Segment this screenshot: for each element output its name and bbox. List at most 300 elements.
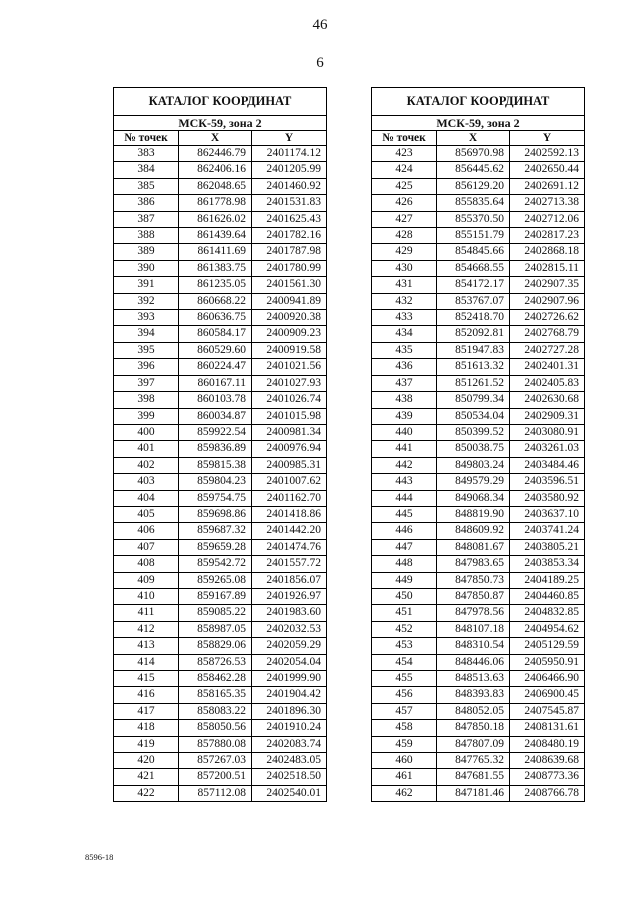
table-row [114,506,327,522]
table-row [372,228,585,244]
point-number: 417 [114,703,179,719]
x-coordinate: 850534.04 [437,408,510,424]
y-coordinate: 2404954.62 [510,621,585,637]
point-number: 448 [372,556,437,572]
table-row [372,621,585,637]
y-coordinate: 2402712.06 [510,211,585,227]
table-row [372,605,585,621]
x-coordinate: 856970.98 [437,146,510,162]
y-coordinate: 2401896.30 [252,703,327,719]
x-coordinate: 860224.47 [179,359,252,375]
x-coordinate: 848052.05 [437,703,510,719]
x-coordinate: 856445.62 [437,162,510,178]
table-row [372,244,585,260]
point-number: 441 [372,441,437,457]
y-coordinate: 2402054.04 [252,654,327,670]
y-coordinate: 2408773.36 [510,769,585,785]
point-number: 424 [372,162,437,178]
point-number: 409 [114,572,179,588]
y-coordinate: 2400920.38 [252,310,327,326]
table-row [114,490,327,506]
point-number: 459 [372,736,437,752]
x-coordinate: 851613.32 [437,359,510,375]
point-number: 391 [114,277,179,293]
point-number: 410 [114,588,179,604]
table-row [372,687,585,703]
x-coordinate: 856129.20 [437,178,510,194]
table-row [114,588,327,604]
point-number: 435 [372,342,437,358]
x-coordinate: 862048.65 [179,178,252,194]
y-coordinate: 2401162.70 [252,490,327,506]
x-coordinate: 861626.02 [179,211,252,227]
table-row [114,178,327,194]
y-coordinate: 2406466.90 [510,671,585,687]
x-coordinate: 857200.51 [179,769,252,785]
y-coordinate: 2401926.97 [252,588,327,604]
y-coordinate: 2403853.34 [510,556,585,572]
y-coordinate: 2408480.19 [510,736,585,752]
table-row [372,195,585,211]
point-number: 405 [114,506,179,522]
x-coordinate: 858050.56 [179,720,252,736]
table-row [114,310,327,326]
table-row [372,375,585,391]
table-row [114,687,327,703]
table-row [372,638,585,654]
y-coordinate: 2405129.59 [510,638,585,654]
x-coordinate: 859922.54 [179,424,252,440]
y-coordinate: 2401205.99 [252,162,327,178]
table-row [372,441,585,457]
table-row [114,228,327,244]
y-coordinate: 2401999.90 [252,671,327,687]
y-coordinate: 2400941.89 [252,293,327,309]
y-coordinate: 2402726.62 [510,310,585,326]
table-row [114,359,327,375]
y-coordinate: 2401021.56 [252,359,327,375]
point-number: 444 [372,490,437,506]
point-number: 440 [372,424,437,440]
y-coordinate: 2402817.23 [510,228,585,244]
x-coordinate: 858987.05 [179,621,252,637]
x-coordinate: 859085.22 [179,605,252,621]
x-coordinate: 859815.38 [179,457,252,473]
point-number: 437 [372,375,437,391]
x-coordinate: 855151.79 [437,228,510,244]
y-coordinate: 2400909.23 [252,326,327,342]
point-number: 392 [114,293,179,309]
y-coordinate: 2400985.31 [252,457,327,473]
x-coordinate: 852418.70 [437,310,510,326]
y-coordinate: 2404832.85 [510,605,585,621]
table-row [372,342,585,358]
table-row [372,146,585,162]
point-number: 458 [372,720,437,736]
point-number: 427 [372,211,437,227]
point-number: 398 [114,392,179,408]
table-row [114,785,327,801]
table-row [114,408,327,424]
table-row [114,753,327,769]
y-coordinate: 2401787.98 [252,244,327,260]
y-coordinate: 2402540.01 [252,785,327,801]
table-row [372,506,585,522]
point-number: 436 [372,359,437,375]
x-coordinate: 860636.75 [179,310,252,326]
point-number: 402 [114,457,179,473]
y-coordinate: 2403596.51 [510,474,585,490]
table-row [114,671,327,687]
x-coordinate: 858165.35 [179,687,252,703]
x-coordinate: 857267.03 [179,753,252,769]
x-coordinate: 859167.89 [179,588,252,604]
y-coordinate: 2402650.44 [510,162,585,178]
point-number: 425 [372,178,437,194]
point-number: 399 [114,408,179,424]
table-row [114,162,327,178]
point-number: 418 [114,720,179,736]
sheet-number: 6 [316,55,324,71]
point-number: 414 [114,654,179,670]
point-number: 456 [372,687,437,703]
y-coordinate: 2402909.31 [510,408,585,424]
y-coordinate: 2400981.34 [252,424,327,440]
y-coordinate: 2401625.43 [252,211,327,227]
coordinate-system: МСК-59, зона 2 [114,116,327,131]
x-coordinate: 853767.07 [437,293,510,309]
point-number: 397 [114,375,179,391]
point-number: 393 [114,310,179,326]
catalog-title: КАТАЛОГ КООРДИНАТ [114,88,327,116]
x-coordinate: 848609.92 [437,523,510,539]
x-coordinate: 862406.16 [179,162,252,178]
table-row [114,424,327,440]
table-row [372,539,585,555]
point-number: 447 [372,539,437,555]
y-coordinate: 2401561.30 [252,277,327,293]
x-coordinate: 848081.67 [437,539,510,555]
table-row [114,556,327,572]
point-number: 438 [372,392,437,408]
coordinate-catalog-left [113,87,327,802]
point-number: 411 [114,605,179,621]
point-number: 428 [372,228,437,244]
table-row [372,260,585,276]
table-row [372,703,585,719]
table-row [372,753,585,769]
table-row [372,769,585,785]
y-coordinate: 2402713.38 [510,195,585,211]
x-coordinate: 859265.08 [179,572,252,588]
y-coordinate: 2402483.05 [252,753,327,769]
header-point-number: № точек [372,131,437,146]
y-coordinate: 2402630.68 [510,392,585,408]
x-coordinate: 859698.86 [179,506,252,522]
y-coordinate: 2403080.91 [510,424,585,440]
point-number: 412 [114,621,179,637]
y-coordinate: 2403637.10 [510,506,585,522]
y-coordinate: 2408639.68 [510,753,585,769]
y-coordinate: 2401174.12 [252,146,327,162]
table-row [372,736,585,752]
y-coordinate: 2401531.83 [252,195,327,211]
point-number: 449 [372,572,437,588]
point-number: 446 [372,523,437,539]
point-number: 457 [372,703,437,719]
x-coordinate: 848446.06 [437,654,510,670]
y-coordinate: 2402083.74 [252,736,327,752]
y-coordinate: 2402727.28 [510,342,585,358]
y-coordinate: 2403805.21 [510,539,585,555]
x-coordinate: 854845.66 [437,244,510,260]
table-row [114,260,327,276]
point-number: 429 [372,244,437,260]
x-coordinate: 847681.55 [437,769,510,785]
x-coordinate: 851947.83 [437,342,510,358]
y-coordinate: 2402691.12 [510,178,585,194]
x-coordinate: 849579.29 [437,474,510,490]
page-number: 46 [312,17,328,33]
y-coordinate: 2404460.85 [510,588,585,604]
table-row [114,293,327,309]
header-y: Y [252,131,327,146]
point-number: 413 [114,638,179,654]
point-number: 401 [114,441,179,457]
header-point-number: № точек [114,131,179,146]
table-row [372,424,585,440]
catalog-title: КАТАЛОГ КООРДИНАТ [372,88,585,116]
table-row [114,572,327,588]
x-coordinate: 861439.64 [179,228,252,244]
table-row [114,146,327,162]
table-row [114,195,327,211]
table-row [114,539,327,555]
x-coordinate: 849068.34 [437,490,510,506]
table-row [372,457,585,473]
x-coordinate: 860103.78 [179,392,252,408]
table-row [114,326,327,342]
x-coordinate: 847181.46 [437,785,510,801]
x-coordinate: 848513.63 [437,671,510,687]
table-row [372,556,585,572]
point-number: 403 [114,474,179,490]
x-coordinate: 861383.75 [179,260,252,276]
x-coordinate: 859659.28 [179,539,252,555]
table-row [372,408,585,424]
table-row [372,474,585,490]
y-coordinate: 2408131.61 [510,720,585,736]
x-coordinate: 861411.69 [179,244,252,260]
y-coordinate: 2401015.98 [252,408,327,424]
point-number: 416 [114,687,179,703]
table-row [114,244,327,260]
table-row [372,654,585,670]
x-coordinate: 860668.22 [179,293,252,309]
x-coordinate: 859754.75 [179,490,252,506]
table-row [114,638,327,654]
x-coordinate: 848310.54 [437,638,510,654]
x-coordinate: 860167.11 [179,375,252,391]
x-coordinate: 850399.52 [437,424,510,440]
table-row [372,392,585,408]
table-row [372,326,585,342]
y-coordinate: 2402868.18 [510,244,585,260]
x-coordinate: 848393.83 [437,687,510,703]
x-coordinate: 860529.60 [179,342,252,358]
point-number: 394 [114,326,179,342]
table-row [114,277,327,293]
table-row [114,703,327,719]
table-row [372,572,585,588]
y-coordinate: 2401856.07 [252,572,327,588]
y-coordinate: 2401780.99 [252,260,327,276]
x-coordinate: 858462.28 [179,671,252,687]
point-number: 442 [372,457,437,473]
y-coordinate: 2401026.74 [252,392,327,408]
y-coordinate: 2400976.94 [252,441,327,457]
x-coordinate: 847983.65 [437,556,510,572]
x-coordinate: 847765.32 [437,753,510,769]
y-coordinate: 2402592.13 [510,146,585,162]
point-number: 406 [114,523,179,539]
y-coordinate: 2403484.46 [510,457,585,473]
y-coordinate: 2402815.11 [510,260,585,276]
point-number: 426 [372,195,437,211]
table-row [372,490,585,506]
table-row [114,375,327,391]
point-number: 387 [114,211,179,227]
table-row [114,457,327,473]
y-coordinate: 2402405.83 [510,375,585,391]
point-number: 384 [114,162,179,178]
table-row [372,310,585,326]
y-coordinate: 2402401.31 [510,359,585,375]
x-coordinate: 847850.18 [437,720,510,736]
x-coordinate: 854172.17 [437,277,510,293]
point-number: 443 [372,474,437,490]
y-coordinate: 2402907.96 [510,293,585,309]
point-number: 389 [114,244,179,260]
y-coordinate: 2401007.62 [252,474,327,490]
x-coordinate: 849803.24 [437,457,510,473]
point-number: 419 [114,736,179,752]
y-coordinate: 2405950.91 [510,654,585,670]
coordinate-catalog-right [371,87,585,802]
y-coordinate: 2401910.24 [252,720,327,736]
point-number: 460 [372,753,437,769]
point-number: 462 [372,785,437,801]
y-coordinate: 2401027.93 [252,375,327,391]
table-row [372,162,585,178]
point-number: 454 [372,654,437,670]
x-coordinate: 857112.08 [179,785,252,801]
table-row [114,441,327,457]
x-coordinate: 859804.23 [179,474,252,490]
point-number: 407 [114,539,179,555]
document-code: 8596-18 [85,852,114,862]
table-row [114,769,327,785]
header-x: X [437,131,510,146]
point-number: 408 [114,556,179,572]
table-row [372,785,585,801]
y-coordinate: 2402907.35 [510,277,585,293]
x-coordinate: 854668.55 [437,260,510,276]
x-coordinate: 859687.32 [179,523,252,539]
x-coordinate: 858829.06 [179,638,252,654]
table-row [372,523,585,539]
table-row [372,293,585,309]
x-coordinate: 857880.08 [179,736,252,752]
x-coordinate: 848819.90 [437,506,510,522]
y-coordinate: 2403741.24 [510,523,585,539]
y-coordinate: 2401460.92 [252,178,327,194]
y-coordinate: 2406900.45 [510,687,585,703]
point-number: 432 [372,293,437,309]
y-coordinate: 2402032.53 [252,621,327,637]
point-number: 453 [372,638,437,654]
y-coordinate: 2401418.86 [252,506,327,522]
x-coordinate: 860584.17 [179,326,252,342]
y-coordinate: 2404189.25 [510,572,585,588]
x-coordinate: 847807.09 [437,736,510,752]
table-row [372,720,585,736]
x-coordinate: 847850.87 [437,588,510,604]
point-number: 415 [114,671,179,687]
x-coordinate: 861235.05 [179,277,252,293]
point-number: 430 [372,260,437,276]
x-coordinate: 852092.81 [437,326,510,342]
x-coordinate: 847978.56 [437,605,510,621]
point-number: 433 [372,310,437,326]
x-coordinate: 861778.98 [179,195,252,211]
point-number: 385 [114,178,179,194]
table-row [372,178,585,194]
point-number: 404 [114,490,179,506]
y-coordinate: 2401983.60 [252,605,327,621]
x-coordinate: 847850.73 [437,572,510,588]
point-number: 431 [372,277,437,293]
point-number: 461 [372,769,437,785]
x-coordinate: 858726.53 [179,654,252,670]
point-number: 395 [114,342,179,358]
y-coordinate: 2401557.72 [252,556,327,572]
x-coordinate: 859836.89 [179,441,252,457]
point-number: 422 [114,785,179,801]
point-number: 421 [114,769,179,785]
table-row [114,523,327,539]
point-number: 386 [114,195,179,211]
x-coordinate: 859542.72 [179,556,252,572]
x-coordinate: 858083.22 [179,703,252,719]
point-number: 452 [372,621,437,637]
coordinate-system: МСК-59, зона 2 [372,116,585,131]
table-row [114,621,327,637]
x-coordinate: 855370.50 [437,211,510,227]
point-number: 390 [114,260,179,276]
table-row [114,654,327,670]
point-number: 450 [372,588,437,604]
table-row [114,392,327,408]
y-coordinate: 2402059.29 [252,638,327,654]
table-row [114,474,327,490]
y-coordinate: 2401904.42 [252,687,327,703]
point-number: 423 [372,146,437,162]
table-row [114,605,327,621]
table-row [114,720,327,736]
y-coordinate: 2401782.16 [252,228,327,244]
point-number: 388 [114,228,179,244]
